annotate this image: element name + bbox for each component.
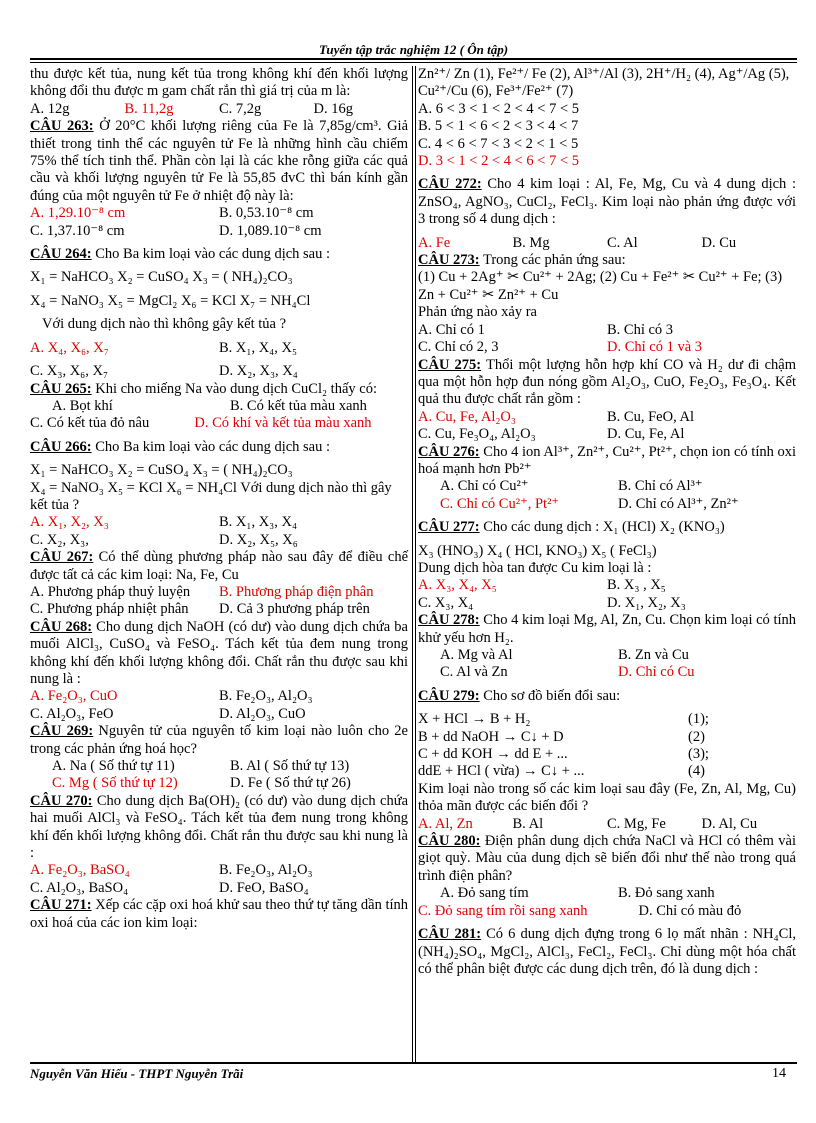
question-title: CÂU 266: bbox=[30, 438, 92, 455]
equation: C + dd KOH → dd E + ... bbox=[418, 746, 568, 763]
option-b: B. Có kết tủa màu xanh bbox=[230, 397, 367, 414]
option-a: A. X₄, X₆, X₇ bbox=[30, 339, 109, 356]
formula-line: X₃ (HNO₃) X₄ ( HCl, KNO₃) X₅ ( FeCl₃) bbox=[418, 542, 657, 559]
intro-options bbox=[30, 101, 408, 118]
question-text: Ở 20°C khối lượng riêng của Fe là 7,85g/cm³. Giả thiết trong tinh thể các nguyên tử Fe là những hình cầu chiếm 75% thể tích tinh thể. Phần còn lại là các khe rỗng giữa các quả cầu và khối lượng nguyên tử Fe là 55,85 đvC thì bán kính gần đúng của một nguyên tử Fe ở nhiệt độ này là: bbox=[30, 118, 409, 204]
equation-number: (3); bbox=[688, 746, 709, 763]
option-d: D. Chỉ có Cu bbox=[618, 664, 695, 681]
option-d: D. Chỉ có màu đỏ bbox=[638, 902, 742, 919]
footer-author: Nguyễn Văn Hiếu - THPT Nguyễn Trãi bbox=[30, 1066, 244, 1081]
question-text: Có thể dùng phương pháp nào sau đây để điều chế được tất cả các kim loại: Na, Fe, Cu bbox=[30, 549, 409, 583]
question-text: Xếp các cặp oxi hoá khử sau theo thứ tự tăng dần tính oxi hoá của các ion kim loại: bbox=[30, 897, 409, 931]
option-c: C. X₃, X₄ bbox=[418, 594, 474, 611]
option-a: A. Na ( Số thứ tự 11) bbox=[52, 758, 175, 775]
header-rule-thin bbox=[30, 62, 797, 63]
question-title: CÂU 269: bbox=[30, 723, 94, 740]
question-text: Cho Ba kim loại vào các dung dịch sau : bbox=[95, 438, 331, 455]
option-a: A. 12g bbox=[30, 100, 70, 117]
right-column bbox=[418, 66, 796, 978]
option-a: A. Chỉ có Cu²⁺ bbox=[440, 478, 529, 495]
option-d: D. 3 < 1 < 2 < 4 < 6 < 7 < 5 bbox=[418, 153, 580, 170]
question-title: CÂU 275: bbox=[418, 356, 482, 373]
question-title: CÂU 280: bbox=[418, 833, 481, 850]
option-a: A. Fe₂O₃, CuO bbox=[30, 688, 118, 705]
option-c: C. Al₂O₃, BaSO₄ bbox=[30, 879, 129, 896]
equation-number: (2) bbox=[688, 728, 705, 745]
option-d: D. X₂, X₅, X₆ bbox=[219, 531, 298, 548]
question-text: Điện phân dung dịch chứa NaCl và HCl có thêm vài giọt quỳ. Màu của dung dịch sẽ biến đổi như thế nào trong quá trình điện phân? bbox=[418, 833, 796, 884]
question-title: CÂU 265: bbox=[30, 380, 92, 397]
question-title: CÂU 279: bbox=[418, 687, 480, 704]
equation-row bbox=[418, 729, 796, 746]
option-b: B. X₁, X₃, X₄ bbox=[219, 514, 298, 531]
question-title: CÂU 264: bbox=[30, 246, 92, 263]
option-b: B. X₁, X₄, X₅ bbox=[219, 339, 298, 356]
option-d: D. FeO, BaSO₄ bbox=[219, 879, 309, 896]
option-b: B. Zn và Cu bbox=[618, 647, 689, 663]
option-a: A. Mg và Al bbox=[440, 647, 513, 663]
question-prompt: Kim loại nào trong số các kim loại sau đây (Fe, Zn, Al, Mg, Cu) thỏa mãn được các biến đổi ? bbox=[418, 780, 796, 815]
question-prompt: Dung dịch hòa tan được Cu kim loại là : bbox=[418, 559, 652, 576]
option-b: B. Chỉ có 3 bbox=[607, 321, 674, 338]
option-a: A. Fe₂O₃, BaSO₄ bbox=[30, 862, 130, 879]
option-b: B. X₃ , X₅ bbox=[607, 577, 666, 594]
option-a: A. Đỏ sang tím bbox=[440, 885, 529, 902]
option-a: A. Phương pháp thuỷ luyện bbox=[30, 583, 191, 600]
option-c: C. Chỉ có 2, 3 bbox=[418, 339, 499, 356]
equation: ddE + HCl ( vừa) → C↓ + ... bbox=[418, 763, 585, 780]
option-d: D. Cả 3 phương pháp trên bbox=[219, 601, 370, 618]
question-title: CÂU 263: bbox=[30, 118, 94, 135]
option-c: C. Cu, Fe₃O₄, Al₂O₃ bbox=[418, 426, 536, 443]
redox-pairs: Zn²⁺/ Zn (1), Fe²⁺/ Fe (2), Al³⁺/Al (3), 2H⁺/H₂ (4), Ag⁺/Ag (5), Cu²⁺/Cu (6), Fe³⁺/Fe²⁺ (7) bbox=[418, 66, 790, 100]
option-c: C. Phương pháp nhiệt phân bbox=[30, 601, 189, 618]
question-text: Cho 4 kim loại Mg, Al, Zn, Cu. Chọn kim loại có tính khử yếu hơn H₂. bbox=[418, 612, 796, 646]
question-prompt: Với dung dịch nào thì không gây kết tủa ? bbox=[42, 316, 287, 333]
option-a: A. Cu, Fe, Al₂O₃ bbox=[418, 408, 516, 425]
question-title: CÂU 281: bbox=[418, 926, 482, 943]
column-divider bbox=[412, 66, 416, 1062]
formula-line: X₁ = NaHCO₃ X₂ = CuSO₄ X₃ = ( NH₄)₂CO₃ bbox=[30, 269, 293, 286]
option-c: C. Đỏ sang tím rồi sang xanh bbox=[418, 902, 588, 919]
equation-number: (1); bbox=[688, 711, 709, 728]
question-title: CÂU 268: bbox=[30, 618, 93, 635]
option-d: D. 16g bbox=[313, 100, 353, 117]
question-text: Cho 4 kim loại : Al, Fe, Mg, Cu và 4 dung dịch : ZnSO₄, AgNO₃, CuCl₂, FeCl₃. Kim loại nào phản ứng được với 3 trong số 4 dung dịch : bbox=[418, 176, 796, 228]
option-d: D. Fe ( Số thứ tự 26) bbox=[230, 775, 351, 792]
option-c: C. Al bbox=[607, 234, 638, 251]
option-a: A. X₁, X₂, X₃ bbox=[30, 514, 109, 531]
page-header: Tuyển tập trắc nghiệm 12 ( Ôn tập) bbox=[318, 42, 509, 57]
question-text: Nguyên tử của nguyên tố kim loại nào luôn cho 2e trong các phản ứng hoá học? bbox=[30, 723, 408, 757]
option-c: C. Al và Zn bbox=[440, 664, 508, 681]
option-d: D. Chỉ có Al³⁺, Zn²⁺ bbox=[618, 495, 739, 512]
question-title: CÂU 267: bbox=[30, 549, 94, 566]
formula-line: X₁ = NaHCO₃ X₂ = CuSO₄ X₃ = ( NH₄)₂CO₃ bbox=[30, 462, 293, 479]
option-b: B. Fe₂O₃, Al₂O₃ bbox=[219, 688, 313, 705]
question-title: CÂU 272: bbox=[418, 176, 482, 193]
formula-line: X₄ = NaNO₃ X₅ = KCl X₆ = NH₄Cl Với dung dịch nào thì gây kết tủa ? bbox=[30, 479, 392, 513]
question-text: Trong các phản ứng sau: bbox=[483, 252, 626, 269]
option-c: C. X₂, X₃, bbox=[30, 531, 89, 548]
question-title: CÂU 270: bbox=[30, 792, 93, 809]
option-b: B. 11,2g bbox=[124, 100, 174, 117]
option-d: D. Cu bbox=[701, 234, 737, 251]
option-b: B. Al bbox=[512, 815, 544, 832]
question-title: CÂU 271: bbox=[30, 897, 92, 914]
question-prompt: Phản ứng nào xảy ra bbox=[418, 304, 537, 321]
footer-rule bbox=[30, 1062, 797, 1064]
question-text: Cho dung dịch NaOH (có dư) vào dung dịch chứa ba muối AlCl₃, CuSO₄ và FeSO₄. Tách kết tủa đem nung trong không khí đến khối lượng không đổi. Chất rắn thu được sau khi nung là : bbox=[30, 618, 408, 687]
option-c: C. X₃, X₆, X₇ bbox=[30, 363, 109, 380]
option-d: D. 1,089.10⁻⁸ cm bbox=[219, 222, 322, 239]
option-d: D. Al, Cu bbox=[701, 815, 758, 832]
option-c: C. Chỉ có Cu²⁺, Pt²⁺ bbox=[440, 495, 560, 512]
option-b: B. Chỉ có Al³⁺ bbox=[618, 478, 703, 495]
question-text: Cho dung dịch Ba(OH)₂ (có dư) vào dung dịch chứa hai muối AlCl₃ và FeSO₄. Tách kết tủa đem nung trong không khí đến khối lượng không đổi. Chất rắn thu được sau khi nung là : bbox=[30, 792, 409, 862]
option-b: B. Fe₂O₃, Al₂O₃ bbox=[219, 862, 313, 879]
formula-line: X₄ = NaNO₃ X₅ = MgCl₂ X₆ = KCl X₇ = NH₄Cl bbox=[30, 292, 311, 309]
question-title: CÂU 276: bbox=[418, 443, 480, 460]
equation-row bbox=[418, 746, 796, 763]
option-b: B. 5 < 1 < 6 < 2 < 3 < 4 < 7 bbox=[418, 118, 579, 135]
option-a: A. X₃, X₄, X₅ bbox=[418, 577, 497, 594]
intro-text: thu được kết tủa, nung kết tủa trong không khí đến khối lượng không đổi thu được m gam chất rắn thì giá trị của m là: bbox=[30, 66, 408, 100]
option-d: D. Chỉ có 1 và 3 bbox=[607, 339, 703, 356]
question-title: CÂU 273: bbox=[418, 252, 480, 269]
page-number: 14 bbox=[772, 1066, 786, 1081]
header-rule bbox=[30, 58, 797, 60]
reaction-list: (1) Cu + 2Ag⁺ ✂ Cu²⁺ + 2Ag; (2) Cu + Fe²⁺ ✂ Cu²⁺ + Fe; (3) Zn + Cu²⁺ ✂ Zn²⁺ + Cu bbox=[418, 269, 783, 303]
equation: X + HCl → B + H₂ bbox=[418, 711, 531, 728]
equation: B + dd NaOH → C↓ + D bbox=[418, 728, 564, 745]
equation-row bbox=[418, 711, 796, 728]
option-c: C. 4 < 6 < 7 < 3 < 2 < 1 < 5 bbox=[418, 135, 579, 152]
option-a: A. Chỉ có 1 bbox=[418, 321, 485, 338]
option-b: B. Phương pháp điện phân bbox=[219, 583, 374, 600]
option-d: D. Cu, Fe, Al bbox=[607, 426, 685, 443]
option-a: A. Al, Zn bbox=[418, 815, 473, 832]
option-b: B. Mg bbox=[512, 234, 550, 251]
question-title: CÂU 277: bbox=[418, 519, 480, 536]
question-title: CÂU 278: bbox=[418, 612, 480, 629]
option-b: B. 0,53.10⁻⁸ cm bbox=[219, 205, 314, 222]
question-text: Có 6 dung dịch đựng trong 6 lọ mất nhãn : NH₄Cl, (NH₄)₂SO₄, MgCl₂, AlCl₃, FeCl₂, FeCl₃. Chỉ dùng một hóa chất có thể phân biệt được các dung dịch trên, đó là dung dịch : bbox=[418, 926, 797, 977]
option-b: B. Al ( Số thứ tự 13) bbox=[230, 758, 350, 775]
question-text: Thổi một lượng hỗn hợp khí CO và H₂ dư đi chậm qua một hỗn hợp đun nóng gồm Al₂O₃, CuO, Fe₂O₃, Fe₃O₄. Kết quả thu được chất rắn gồm : bbox=[418, 356, 796, 408]
option-a: A. Fe bbox=[418, 234, 451, 251]
option-a: A. 1,29.10⁻⁸ cm bbox=[30, 205, 126, 222]
question-text: Cho Ba kim loại vào các dung dịch sau : bbox=[95, 246, 331, 263]
option-c: C. 1,37.10⁻⁸ cm bbox=[30, 222, 125, 239]
option-c: C. Mg, Fe bbox=[607, 815, 666, 832]
option-c: C. Có kết tủa đỏ nâu bbox=[30, 415, 150, 432]
left-column bbox=[30, 66, 408, 932]
option-d: D. Al₂O₃, CuO bbox=[219, 705, 306, 722]
equation-row bbox=[418, 763, 796, 780]
option-d: D. X₂, X₃, X₄ bbox=[219, 363, 298, 380]
option-b: B. Cu, FeO, Al bbox=[607, 408, 695, 425]
option-c: C. Mg ( Số thứ tự 12) bbox=[52, 775, 178, 792]
question-text: Cho các dung dịch : X₁ (HCl) X₂ (KNO₃) bbox=[483, 519, 725, 536]
option-c: C. 7,2g bbox=[219, 100, 262, 117]
option-a: A. 6 < 3 < 1 < 2 < 4 < 7 < 5 bbox=[418, 100, 580, 117]
option-d: D. X₁, X₂, X₃ bbox=[607, 594, 686, 611]
equation-number: (4) bbox=[688, 763, 705, 780]
option-a: A. Bọt khí bbox=[52, 397, 113, 414]
option-b: B. Đỏ sang xanh bbox=[618, 885, 715, 902]
question-text: Khi cho miếng Na vào dung dịch CuCl₂ thấy có: bbox=[95, 380, 377, 397]
option-d: D. Có khí và kết tủa màu xanh bbox=[194, 415, 372, 432]
question-text: Cho 4 ion Al³⁺, Zn²⁺, Cu²⁺, Pt²⁺, chọn ion có tính oxi hoá mạnh hơn Pb²⁺ bbox=[418, 443, 797, 477]
option-c: C. Al₂O₃, FeO bbox=[30, 705, 114, 722]
question-text: Cho sơ đồ biến đổi sau: bbox=[483, 687, 621, 704]
